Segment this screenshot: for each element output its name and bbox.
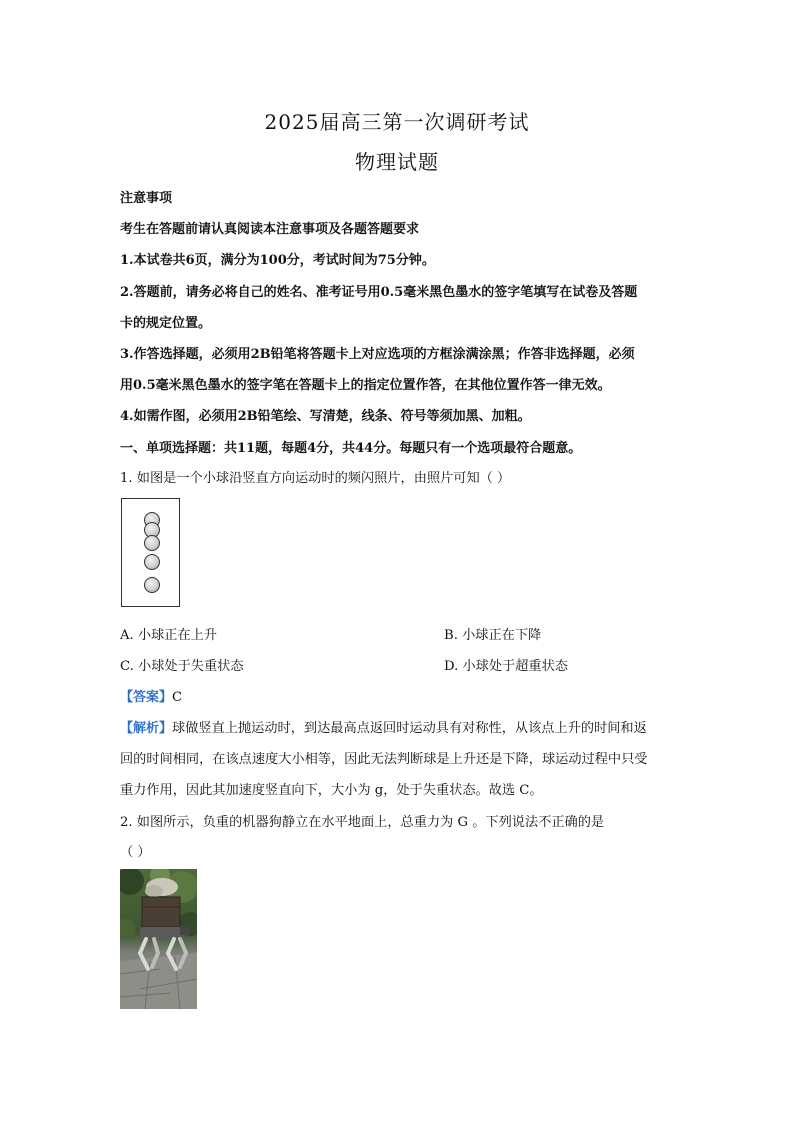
q1-analysis-line-1 [120,717,647,736]
exam-subtitle: 物理试题 [355,150,439,174]
notice-item-3-cont: 用0.5毫米黑色墨水的签字笔在答题卡上的指定位置作答，在其他位置作答一律无效。 [120,378,611,393]
notice-intro: 考生在答题前请认真阅读本注意事项及各题答题要求 [120,222,420,237]
robot-dog-photo [120,869,197,1009]
analysis-label: 【解析】 [120,721,173,736]
ball-5 [144,577,160,593]
section-heading: 一、单项选择题：共11题，每题4分，共44分。每题只有一个选项最符合题意。 [120,441,582,456]
answer-value: C [172,690,183,705]
q1-stem: 1. 如图是一个小球沿竖直方向运动时的频闪照片，由照片可知（ ） [120,471,511,486]
q1-option-d: D. 小球处于超重状态 [444,659,568,674]
robot-dog-photo-svg [120,869,197,1009]
strobe-photo-figure [121,498,180,607]
ball-4 [144,554,160,570]
notice-item-2: 2.答题前，请务必将自己的姓名、准考证号用0.5毫米黑色墨水的签字笔填写在试卷及答题 [120,285,638,300]
q1-analysis-line-3: 重力作用，因此其加速度竖直向下，大小为 g，处于失重状态。故选 C。 [120,783,543,798]
notice-item-1: 1.本试卷共6页，满分为100分，考试时间为75分钟。 [120,253,435,268]
q1-answer [120,686,182,705]
q1-option-a: A. 小球正在上升 [120,628,218,643]
q2-paren: （ ） [120,845,151,860]
q2-stem: 2. 如图所示，负重的机器狗静立在水平地面上，总重力为 G 。下列说法不正确的是 [120,815,605,830]
answer-label: 【答案】 [120,690,173,705]
q1-option-c: C. 小球处于失重状态 [120,659,244,674]
notice-item-4: 4.如需作图，必须用2B铅笔绘、写清楚，线条、符号等须加黑、加粗。 [120,409,531,424]
q1-option-b: B. 小球正在下降 [444,628,542,643]
ball-3 [144,535,160,551]
q1-analysis-line-2: 回的时间相同，在该点速度大小相等，因此无法判断球是上升还是下降，球运动过程中只受 [120,752,648,767]
notice-heading: 注意事项 [120,191,173,206]
notice-item-2-cont: 卡的规定位置。 [120,316,212,331]
notice-item-3: 3.作答选择题，必须用2B铅笔将答题卡上对应选项的方框涂满涂黑；作答非选择题，必须 [120,347,635,362]
exam-title: 2025届高三第一次调研考试 [264,110,530,134]
analysis-text-1: 球做竖直上抛运动时，到达最高点返回时运动具有对称性，从该点上升的时间和返 [172,721,647,736]
